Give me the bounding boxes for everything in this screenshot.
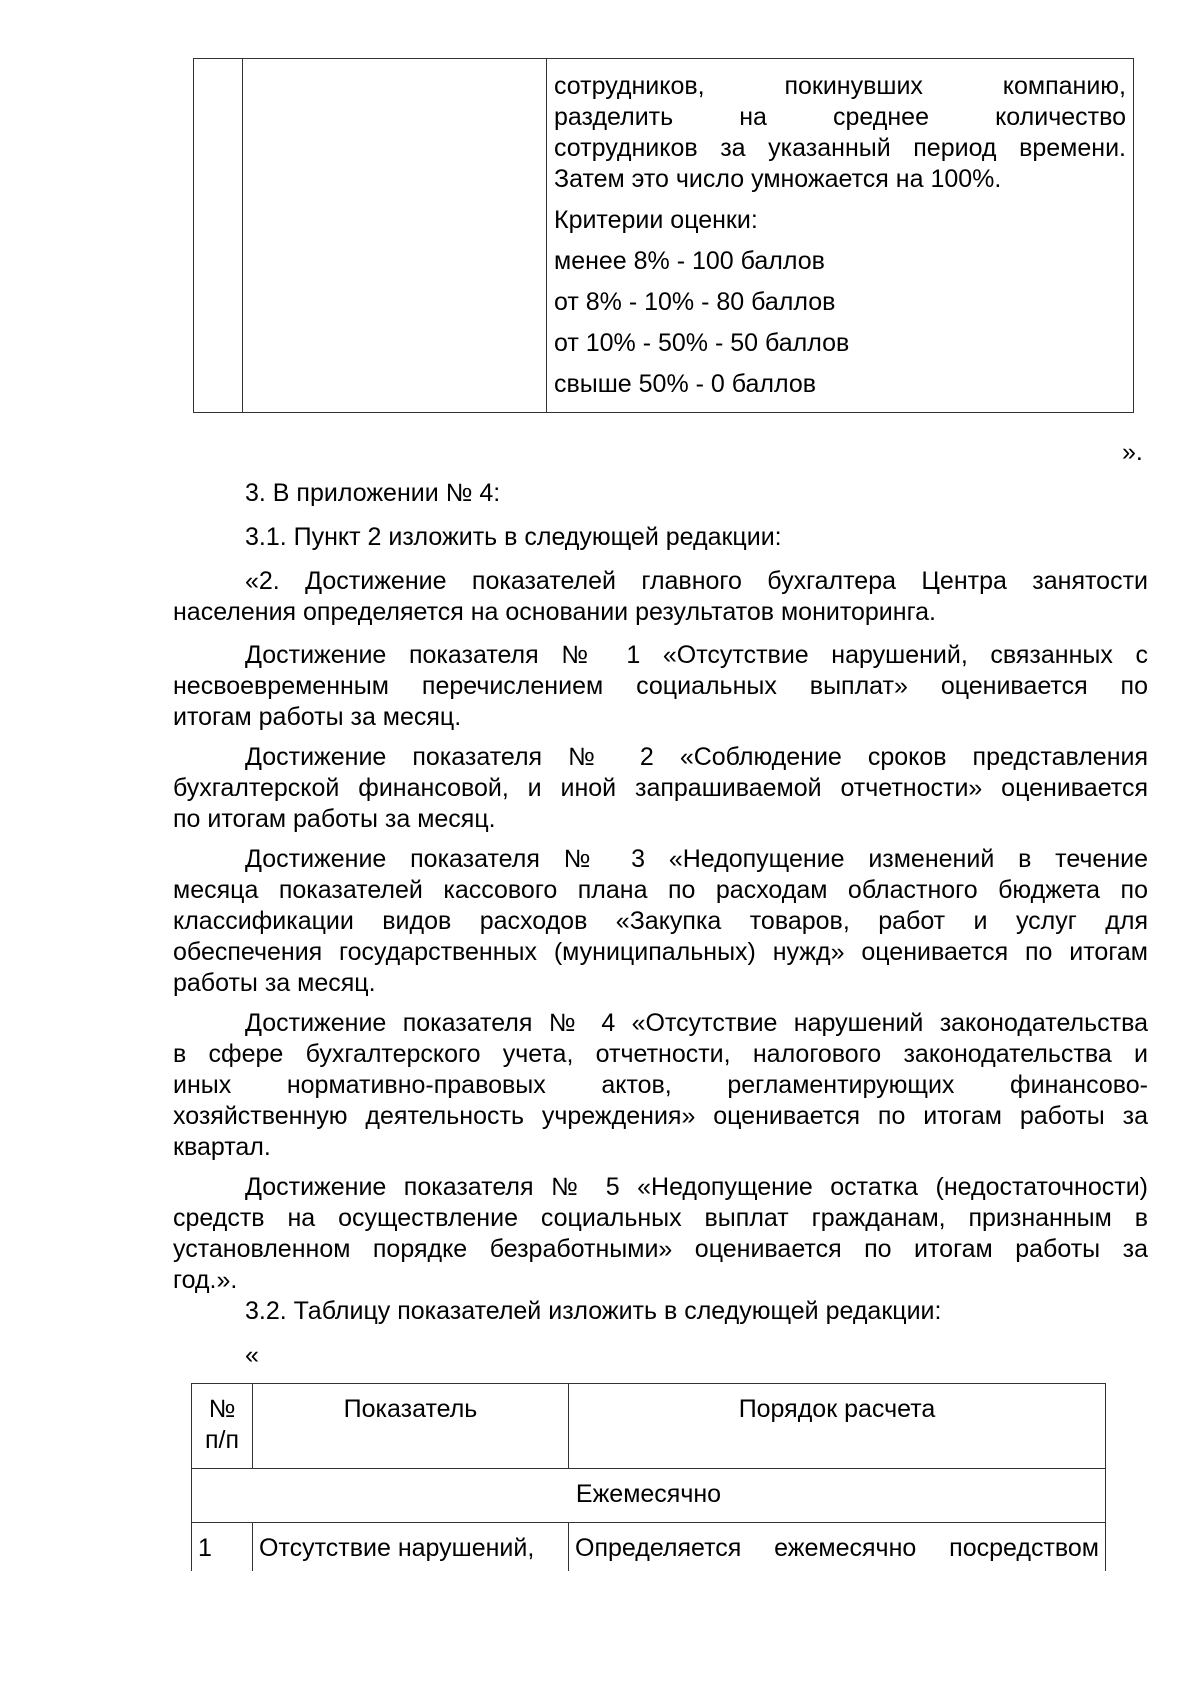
paragraph-line: Достижение показателя № 3 «Недопущение изменений в течение xyxy=(245,845,1148,873)
paragraph-line: обеспечения государственных (муниципальных) нужд» оценивается по итогам xyxy=(173,938,1148,966)
paragraph-line: работы за месяц. xyxy=(173,969,376,997)
section-heading-3: 3. В приложении № 4: xyxy=(245,479,501,507)
paragraph-line: Достижение показателя № 2 «Соблюдение сроков представления xyxy=(245,743,1148,771)
paragraph-line: бухгалтерской финансовой, и иной запрашиваемой отчетности» оценивается xyxy=(173,774,1148,802)
top-table xyxy=(193,58,1134,413)
paragraph-line: установленном порядке безработными» оценивается по итогам работы за xyxy=(173,1235,1148,1263)
paragraph-indicator-1 xyxy=(173,640,1148,733)
paragraph-line: в сфере бухгалтерского учета, отчетности, налогового законодательства и xyxy=(173,1040,1148,1068)
cell-text-line: сотрудников, покинувших компанию, xyxy=(554,72,1126,100)
paragraph-line: итогам работы за месяц. xyxy=(173,703,462,731)
paragraph-line: Достижение показателя № 1 «Отсутствие нарушений, связанных с xyxy=(245,641,1148,669)
paragraph-line: иных нормативно-правовых актов, регламентирующих финансово- xyxy=(173,1071,1148,1099)
table-cell-calc xyxy=(547,59,1134,413)
criteria-item: менее 8% - 100 баллов xyxy=(554,247,825,275)
table-cell-num xyxy=(194,59,243,413)
criteria-title: Критерии оценки: xyxy=(554,206,758,234)
criteria-item: от 8% - 10% - 80 баллов xyxy=(554,288,836,316)
paragraph-line: Достижение показателя № 5 «Недопущение остатка (недостаточности) xyxy=(245,1173,1148,1201)
section-heading-3-2: 3.2. Таблицу показателей изложить в следующей редакции: xyxy=(245,1297,942,1325)
opening-quote: « xyxy=(245,1341,259,1369)
paragraph-indicator-5 xyxy=(173,1172,1148,1296)
section-monthly: Ежемесячно xyxy=(192,1469,1106,1523)
section-heading-3-1: 3.1. Пункт 2 изложить в следующей редакции: xyxy=(245,523,782,551)
paragraph-line: Достижение показателя № 4 «Отсутствие нарушений законодательства xyxy=(245,1009,1148,1037)
indicators-table xyxy=(191,1383,1106,1571)
cell-text-line: сотрудников за указанный период времени. xyxy=(554,134,1126,162)
paragraph-line: «2. Достижение показателей главного бухгалтера Центра занятости xyxy=(245,567,1148,595)
table-cell-indicator xyxy=(243,59,547,413)
header-num-line: п/п xyxy=(204,1426,240,1454)
closing-quote: ». xyxy=(1122,438,1143,466)
table-row xyxy=(194,59,1134,413)
paragraph-intro xyxy=(173,566,1148,628)
row-calc: Определяется ежемесячно посредством xyxy=(569,1523,1106,1572)
cell-text-line: Затем это число умножается на 100%. xyxy=(554,165,1002,193)
paragraph-line: месяца показателей кассового плана по расходам областного бюджета по xyxy=(173,876,1148,904)
header-calc: Порядок расчета xyxy=(569,1384,1106,1469)
row-num: 1 xyxy=(192,1523,253,1572)
paragraph-line: несвоевременным перечислением социальных выплат» оценивается по xyxy=(173,672,1148,700)
paragraph-line: населения определяется на основании результатов мониторинга. xyxy=(173,598,937,626)
header-indicator: Показатель xyxy=(253,1384,569,1469)
table-header-row xyxy=(192,1384,1106,1469)
table-section-row xyxy=(192,1469,1106,1523)
criteria-item: свыше 50% - 0 баллов xyxy=(554,370,817,398)
paragraph-line: год.». xyxy=(173,1266,238,1294)
cell-text-line: разделить на среднее количество xyxy=(554,103,1126,131)
paragraph-indicator-4 xyxy=(173,1008,1148,1163)
paragraph-line: по итогам работы за месяц. xyxy=(173,805,496,833)
paragraph-line: хозяйственную деятельность учреждения» оценивается по итогам работы за xyxy=(173,1102,1148,1130)
paragraph-line: квартал. xyxy=(173,1133,271,1161)
paragraph-indicator-3 xyxy=(173,844,1148,999)
paragraph-line: средств на осуществление социальных выплат гражданам, признанным в xyxy=(173,1204,1148,1232)
criteria-item: от 10% - 50% - 50 баллов xyxy=(554,329,850,357)
row-indicator: Отсутствие нарушений, xyxy=(253,1523,569,1572)
paragraph-line: классификации видов расходов «Закупка товаров, работ и услуг для xyxy=(173,907,1148,935)
header-num xyxy=(192,1384,253,1469)
header-num-line: № xyxy=(208,1395,236,1423)
paragraph-indicator-2 xyxy=(173,742,1148,835)
table-row xyxy=(192,1523,1106,1572)
